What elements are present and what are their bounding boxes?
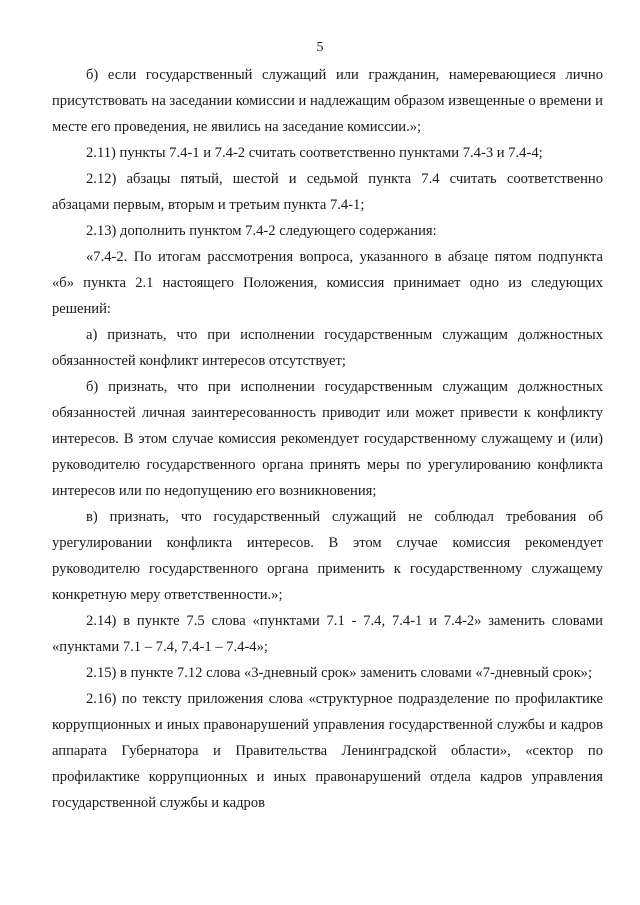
paragraph-2-14: 2.14) в пункте 7.5 слова «пунктами 7.1 - 7.4, 7.4-1 и 7.4-2» заменить словами «пунктами 7.1 – 7.4, 7.4-1 – 7.4-4»; [52, 613, 603, 655]
paragraph-2-15: 2.15) в пункте 7.12 слова «3-дневный срок» заменить словами «7-дневный срок»; [86, 665, 593, 681]
paragraph-7-4-2: «7.4-2. По итогам рассмотрения вопроса, указанного в абзаце пятом подпункта «б» пункта 2.1 настоящего Положения, комиссия принимает одно из следующих решений: [52, 249, 603, 317]
paragraph-item-b-absence: б) если государственный служащий или гражданин, намеревающиеся лично присутствовать на заседании комиссии и надлежащим образом извещенные о времени и месте его проведения, не явились на заседание комиссии.»; [52, 67, 603, 135]
paragraph-decision-c: в) признать, что государственный служащий не соблюдал требования об урегулировании конфликта интересов. В этом случае комиссия рекомендует руководителю государственного органа применить к государственному служащему конкретную меру ответственности.»; [52, 509, 603, 603]
paragraph-2-13: 2.13) дополнить пунктом 7.4-2 следующего содержания: [86, 223, 437, 239]
paragraph-decision-b: б) признать, что при исполнении государственным служащим должностных обязанностей личная заинтересованность приводит или может привести к конфликту интересов. В этом случае комиссия рекомендует государственному служащему и (или) руководителю государственного органа принять меры по урегулированию конфликта интересов или по недопущению его возникновения; [52, 379, 603, 499]
page-number: 5 [316, 40, 324, 55]
document-body [52, 62, 603, 816]
paragraph-2-12: 2.12) абзацы пятый, шестой и седьмой пункта 7.4 считать соответственно абзацами первым, вторым и третьим пункта 7.4-1; [52, 171, 603, 213]
paragraph-2-11: 2.11) пункты 7.4-1 и 7.4-2 считать соответственно пунктами 7.4-3 и 7.4-4; [86, 145, 543, 161]
paragraph-2-16: 2.16) по тексту приложения слова «структурное подразделение по профилактике коррупционных и иных правонарушений управления государственной службы и кадров аппарата Губернатора и Правительства Ленинградской области», «сектор по профилактике коррупционных и иных правонарушений отдела кадров управления государственной службы и кадров [52, 691, 603, 811]
paragraph-decision-a: а) признать, что при исполнении государственным служащим должностных обязанностей конфликт интересов отсутствует; [52, 327, 603, 369]
